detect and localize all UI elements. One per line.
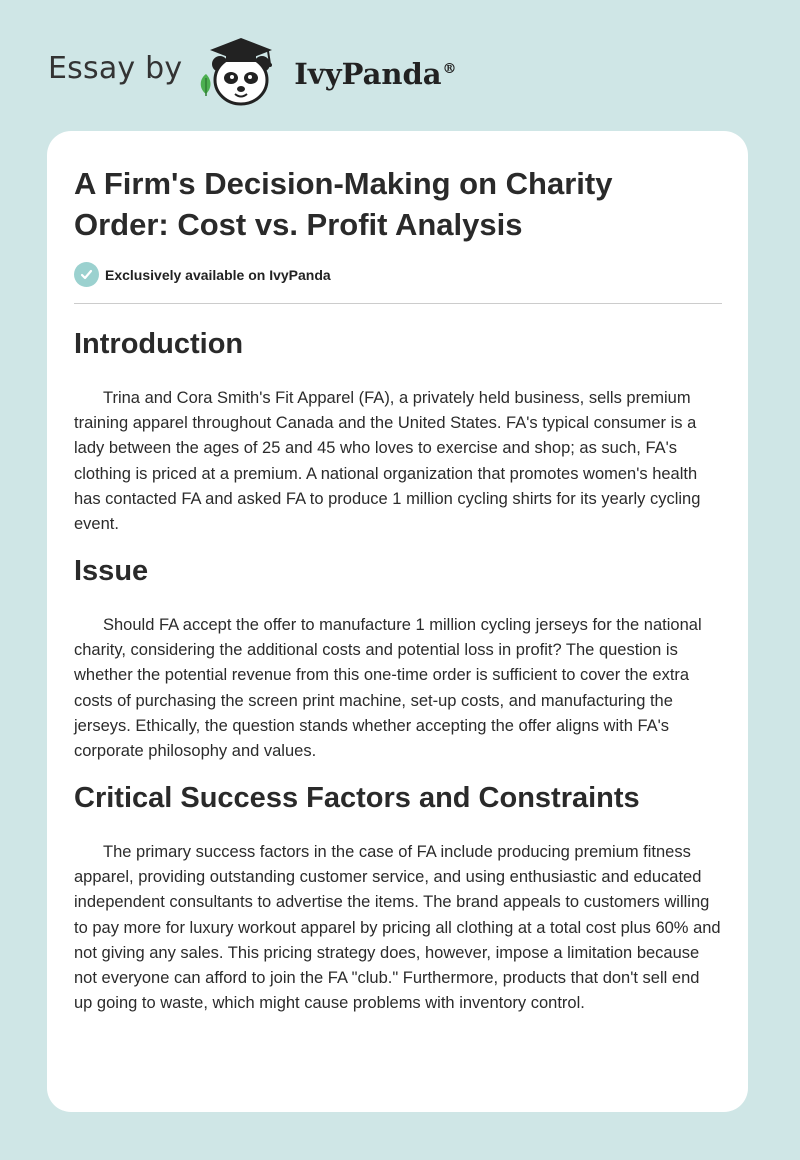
essay-card bbox=[47, 131, 748, 1112]
section-heading-issue: Issue bbox=[74, 555, 149, 587]
registered-mark: ® bbox=[442, 61, 457, 78]
section-heading-critical-success-factors: Critical Success Factors and Constraints bbox=[74, 782, 640, 814]
check-circle-icon bbox=[74, 262, 99, 287]
brand-name-text: IvyPanda bbox=[294, 57, 442, 91]
brand-name[interactable] bbox=[294, 57, 456, 91]
site-header bbox=[48, 34, 457, 110]
exclusive-badge-label: Exclusively available on IvyPanda bbox=[105, 266, 331, 283]
section-body-issue: Should FA accept the offer to manufacture 1 million cycling jerseys for the national charity, considering the additional costs and potential loss in profit? The question is whether the potential revenue from this one-time order is sufficient to cover the extra costs of purchasing the screen print machine, set-up costs, and manufacturing the jerseys. Ethically, the question stands whether accepting the offer aligns with FA's corporate philosophy and values. bbox=[74, 616, 702, 761]
exclusive-badge bbox=[74, 262, 331, 287]
essay-by-label: Essay by bbox=[48, 50, 183, 86]
title-divider bbox=[74, 303, 722, 304]
section-heading-introduction: Introduction bbox=[74, 328, 244, 360]
panda-graduation-cap-icon[interactable] bbox=[196, 34, 286, 110]
section-body-critical-success-factors: The primary success factors in the case of FA include producing premium fitness apparel, providing outstanding customer service, and using enthusiastic and educated independent consultants to advertise the items. The brand appeals to customers willing to pay more for luxury workout apparel by pricing all clothing at a total cost plus 60% and not giving any sales. This pricing strategy does, however, impose a limitation because not everyone can afford to join the FA "club." Furthermore, products that don't sell end up going to waste, which might cause problems with inventory control. bbox=[74, 843, 721, 1013]
section-body-introduction: Trina and Cora Smith's Fit Apparel (FA), a privately held business, sells premium training apparel throughout Canada and the United States. FA's typical consumer is a lady between the ages of 25 and 45 who loves to exercise and shop; as such, FA's clothing is priced at a premium. A national organization that promotes women's health has contacted FA and asked FA to produce 1 million cycling shirts for its yearly cycling event. bbox=[74, 389, 701, 534]
page-title: A Firm's Decision-Making on Charity Order: Cost vs. Profit Analysis bbox=[74, 166, 613, 242]
